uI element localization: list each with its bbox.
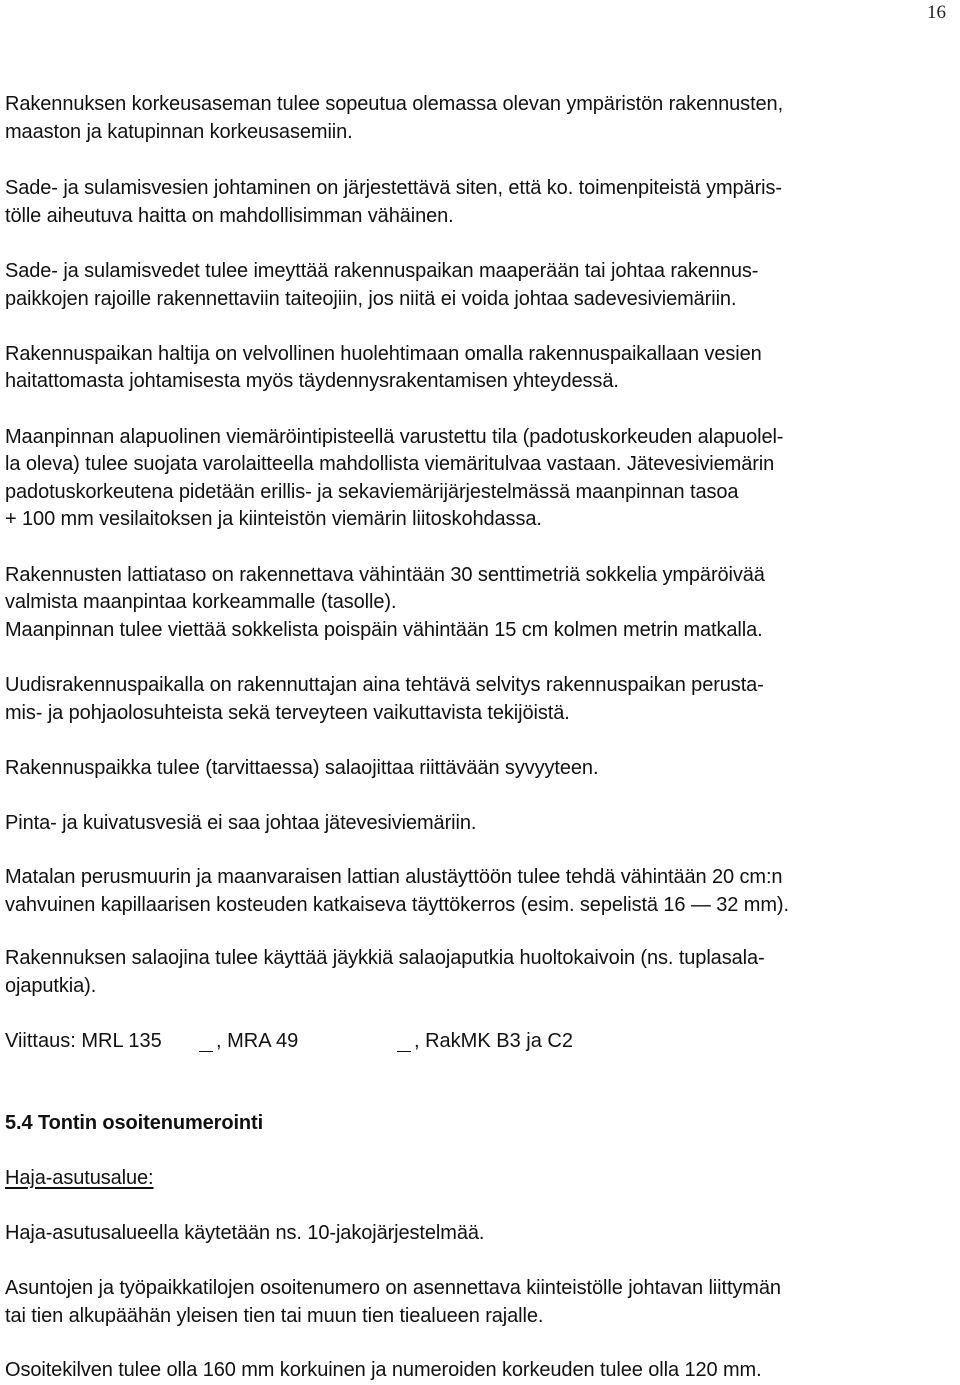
text-line: tai tien alkupäähän yleisen tien tai muun tien tiealueen rajalle. xyxy=(5,1305,544,1327)
text-line: tölle aiheutuva haitta on mahdollisimman vähäinen. xyxy=(5,205,454,227)
text-line: mis- ja pohjaolosuhteista sekä terveyteen vaikuttavista tekijöistä. xyxy=(5,702,570,724)
subheading: Haja-asutusalue: xyxy=(5,1167,154,1189)
text-line: Maanpinnan tulee viettää sokkelista poispäin vähintään 15 cm kolmen metrin matkalla. xyxy=(5,619,763,641)
section-sign-mark xyxy=(199,1025,213,1052)
text-line: Rakennusten lattiataso on rakennettava vähintään 30 senttimetriä sokkelia ympäröivää xyxy=(5,564,765,586)
text-line: Sade- ja sulamisvedet tulee imeyttää rakennuspaikan maaperään tai johtaa rakennus- xyxy=(5,260,759,282)
text-line: maaston ja katupinnan korkeusasemiin. xyxy=(5,121,353,143)
text-line: Uudisrakennuspaikalla on rakennuttajan aina tehtävä selvitys rakennuspaikan perusta- xyxy=(5,674,764,696)
section-heading: 5.4 Tontin osoitenumerointi xyxy=(5,1112,264,1134)
reference-part: , MRA 49 xyxy=(216,1030,299,1052)
text-line: Rakennuspaikka tulee (tarvittaessa) salaojittaa riittävään syvyyteen. xyxy=(5,757,599,779)
section-sign-mark xyxy=(397,1025,411,1052)
text-line: Maanpinnan alapuolinen viemäröintipisteellä varustettu tila (padotuskorkeuden alapuolel- xyxy=(5,426,784,448)
text-line: vahvuinen kapillaarisen kosteuden katkaiseva täyttökerros (esim. sepelistä 16 — 32 mm). xyxy=(5,894,789,916)
text-line: + 100 mm vesilaitoksen ja kiinteistön viemärin liitoskohdassa. xyxy=(5,508,542,530)
text-line: Asuntojen ja työpaikkatilojen osoitenumero on asennettava kiinteistölle johtavan liittymän xyxy=(5,1277,781,1299)
text-line: ojaputkia). xyxy=(5,975,97,997)
page-number: 16 xyxy=(927,2,946,23)
text-line: Matalan perusmuurin ja maanvaraisen lattian alustäyttöön tulee tehdä vähintään 20 cm:n xyxy=(5,866,783,888)
text-line: Rakennuspaikan haltija on velvollinen huolehtimaan omalla rakennuspaikallaan vesien xyxy=(5,343,762,365)
text-line: Sade- ja sulamisvesien johtaminen on järjestettävä siten, että ko. toimenpiteistä ympäris- xyxy=(5,177,782,199)
text-line: valmista maanpintaa korkeammalle (tasolle). xyxy=(5,591,397,613)
text-line: paikkojen rajoille rakennettaviin taiteojiin, jos niitä ei voida johtaa sadevesiviemäriin. xyxy=(5,288,737,310)
reference-part: Viittaus: MRL 135 xyxy=(5,1030,162,1052)
text-line: padotuskorkeutena pidetään erillis- ja sekaviemärijärjestelmässä maanpinnan tasoa xyxy=(5,481,739,503)
text-line: Haja-asutusalueella käytetään ns. 10-jakojärjestelmää. xyxy=(5,1222,485,1244)
text-line: la oleva) tulee suojata varolaitteella mahdollista viemäritulvaa vastaan. Jätevesiviemärin xyxy=(5,453,775,475)
text-line: Rakennuksen salaojina tulee käyttää jäykkiä salaojaputkia huoltokaivoin (ns. tuplasala- xyxy=(5,947,765,969)
reference-part: , RakMK B3 ja C2 xyxy=(414,1030,573,1052)
text-line: Osoitekilven tulee olla 160 mm korkuinen ja numeroiden korkeuden tulee olla 120 mm. xyxy=(5,1359,762,1381)
text-line: Pinta- ja kuivatusvesiä ei saa johtaa jätevesiviemäriin. xyxy=(5,812,477,834)
text-line: haitattomasta johtamisesta myös täydennysrakentamisen yhteydessä. xyxy=(5,370,619,392)
text-line: Rakennuksen korkeusaseman tulee sopeutua olemassa olevan ympäristön rakennusten, xyxy=(5,93,784,115)
